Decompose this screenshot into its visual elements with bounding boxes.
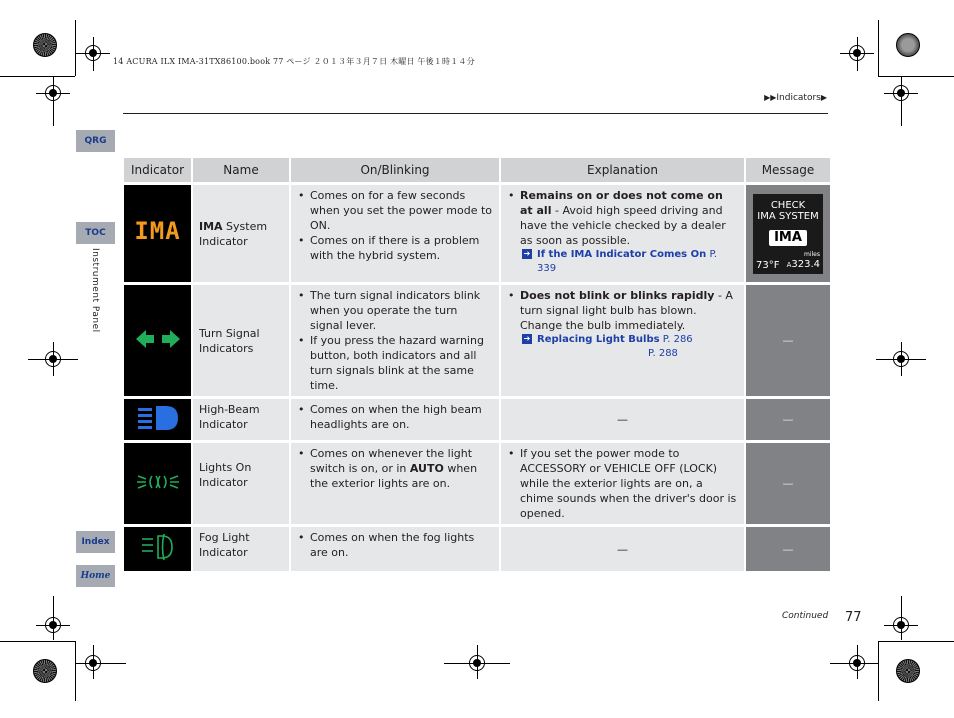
message-cell: — bbox=[746, 527, 830, 571]
index-tab[interactable]: Index bbox=[76, 531, 115, 553]
turn-signal-arrows-icon bbox=[136, 328, 180, 350]
crop-line bbox=[93, 645, 94, 679]
list-item: • If you set the power mode to ACCESSORY or VEHICLE OFF (LOCK) while the exterior lights are on, a chime sounds when the driver's door is opened. bbox=[507, 446, 738, 521]
name-cell: Lights On Indicator bbox=[193, 443, 289, 524]
registration-rosette-top-right bbox=[896, 33, 920, 57]
crop-line bbox=[0, 76, 75, 77]
list-item bbox=[297, 446, 493, 491]
on-blinking-cell bbox=[291, 399, 499, 440]
indicator-cell bbox=[124, 285, 191, 396]
ima-badge-icon: IMA bbox=[769, 230, 807, 246]
ima-indicator-icon: IMA bbox=[134, 217, 181, 245]
header-rule bbox=[123, 113, 828, 114]
high-beam-icon bbox=[136, 404, 180, 432]
list-item: • The turn signal indicators blink when you operate the turn signal lever. bbox=[297, 288, 493, 333]
odometer-readout bbox=[786, 250, 820, 271]
col-header-indicator: Indicator bbox=[124, 158, 191, 182]
message-cell bbox=[746, 185, 830, 282]
list-item: • Comes on when the fog lights are on. bbox=[297, 530, 493, 560]
reference-arrow-icon: ➔ bbox=[523, 249, 531, 258]
on-blinking-cell bbox=[291, 443, 499, 524]
reference-title: If the IMA Indicator Comes On bbox=[537, 249, 707, 260]
indicator-cell bbox=[124, 443, 191, 524]
home-tab[interactable]: Home bbox=[76, 565, 115, 587]
col-header-explanation: Explanation bbox=[501, 158, 744, 182]
explanation-cell bbox=[501, 185, 744, 282]
breadcrumb-tail-arrow: ▶ bbox=[820, 93, 827, 102]
col-header-name: Name bbox=[193, 158, 289, 182]
name-cell bbox=[193, 185, 289, 282]
section-label: Instrument Panel bbox=[90, 248, 100, 333]
page-reference-link[interactable] bbox=[522, 333, 738, 347]
name-cell: Turn Signal Indicators bbox=[193, 285, 289, 396]
registration-rosette-bottom-left bbox=[33, 659, 57, 683]
explanation-cell bbox=[501, 443, 744, 524]
explanation-bold: Does not blink or blinks rapidly bbox=[520, 289, 715, 302]
table-row bbox=[124, 399, 830, 440]
toc-tab[interactable]: TOC bbox=[76, 222, 115, 244]
indicator-cell bbox=[124, 527, 191, 571]
name-cell: High-Beam Indicator bbox=[193, 399, 289, 440]
explanation-cell: — bbox=[501, 527, 744, 571]
odometer-prefix: A bbox=[786, 260, 792, 269]
book-file-info: 14 ACURA ILX IMA-31TX86100.book 77 ページ ２０１３年３月７日 木曜日 午後１時１４分 bbox=[113, 57, 475, 66]
list-item: • Comes on if there is a problem with the hybrid system. bbox=[297, 233, 493, 263]
crop-line bbox=[878, 76, 954, 77]
message-line2: IMA SYSTEM bbox=[757, 210, 819, 222]
crop-line bbox=[93, 37, 94, 71]
table-row bbox=[124, 443, 830, 524]
page-reference-link-2[interactable]: P. 288 bbox=[648, 348, 678, 359]
crop-line bbox=[901, 342, 902, 376]
on-text-pre: Comes on whenever the light switch is on, or in bbox=[310, 447, 473, 475]
crop-line bbox=[857, 645, 858, 679]
page-number: 77 bbox=[845, 610, 862, 625]
outside-temperature: 73°F bbox=[756, 259, 780, 271]
crop-line bbox=[901, 76, 902, 126]
on-blinking-cell bbox=[291, 185, 499, 282]
odometer-value: 323.4 bbox=[791, 258, 820, 270]
ima-name-rest: System Indicator bbox=[199, 219, 268, 248]
reference-page: P. 339 bbox=[537, 249, 718, 274]
crop-line bbox=[75, 20, 76, 76]
crop-line bbox=[76, 663, 126, 664]
ima-name-bold: IMA bbox=[199, 219, 223, 233]
qrg-tab[interactable]: QRG bbox=[76, 130, 115, 152]
odometer-unit: miles bbox=[804, 250, 820, 258]
crop-line bbox=[75, 641, 76, 701]
explanation-cell bbox=[501, 285, 744, 396]
list-item bbox=[507, 188, 738, 248]
crop-line bbox=[901, 596, 902, 640]
on-text-post: when the exterior lights are on. bbox=[310, 462, 478, 490]
indicator-cell bbox=[124, 185, 191, 282]
continued-label: Continued bbox=[782, 611, 829, 621]
message-line1: CHECK bbox=[770, 199, 806, 211]
registration-rosette-top-left bbox=[33, 33, 57, 57]
fog-light-icon bbox=[140, 533, 176, 561]
ima-message-display bbox=[753, 194, 823, 274]
crop-line bbox=[53, 596, 54, 640]
breadcrumb-arrows: ▶▶ bbox=[764, 93, 777, 102]
col-header-on-blinking: On/Blinking bbox=[291, 158, 499, 182]
table-row bbox=[124, 185, 830, 282]
page-reference-link[interactable] bbox=[522, 248, 738, 276]
crop-line bbox=[53, 342, 54, 376]
list-item: • If you press the hazard warning button, both indicators and all turn signals blink at the same time. bbox=[297, 333, 493, 393]
breadcrumb-label[interactable]: Indicators bbox=[776, 93, 821, 103]
crop-line bbox=[857, 37, 858, 71]
crop-line bbox=[878, 20, 879, 76]
crop-line bbox=[830, 663, 878, 664]
crop-line bbox=[53, 76, 54, 126]
name-cell: Fog Light Indicator bbox=[193, 527, 289, 571]
list-item: • Comes on for a few seconds when you set the power mode to ON. bbox=[297, 188, 493, 233]
message-cell: — bbox=[746, 443, 830, 524]
reference-page: P. 286 bbox=[662, 334, 693, 345]
message-cell: — bbox=[746, 285, 830, 396]
explanation-text: - Avoid high speed driving and have the vehicle checked by a dealer as soon as possible. bbox=[520, 204, 726, 247]
indicator-table bbox=[122, 155, 832, 574]
registration-rosette-bottom-right bbox=[896, 659, 920, 683]
explanation-bold: Remains on or does not come on at all bbox=[520, 189, 723, 217]
list-item: • Comes on when the high beam headlights are on. bbox=[297, 402, 493, 432]
reference-title: Replacing Light Bulbs bbox=[537, 334, 660, 345]
on-blinking-cell bbox=[291, 527, 499, 571]
table-row bbox=[124, 527, 830, 571]
breadcrumb[interactable] bbox=[764, 93, 827, 103]
explanation-cell: — bbox=[501, 399, 744, 440]
on-text-bold: AUTO bbox=[409, 462, 444, 475]
reference-arrow-icon: ➔ bbox=[523, 334, 531, 343]
crop-line bbox=[477, 645, 478, 679]
message-cell: — bbox=[746, 399, 830, 440]
table-row bbox=[124, 285, 830, 396]
indicator-cell bbox=[124, 399, 191, 440]
on-blinking-cell bbox=[291, 285, 499, 396]
crop-line bbox=[0, 641, 75, 642]
explanation-text: - A turn signal light bulb has blown. Change the bulb immediately. bbox=[520, 289, 733, 332]
lights-on-icon bbox=[136, 471, 180, 493]
list-item bbox=[507, 288, 738, 333]
crop-line bbox=[878, 641, 954, 642]
col-header-message: Message bbox=[746, 158, 830, 182]
message-readout bbox=[756, 250, 820, 271]
crop-line bbox=[878, 641, 879, 701]
table-header-row bbox=[124, 158, 830, 182]
